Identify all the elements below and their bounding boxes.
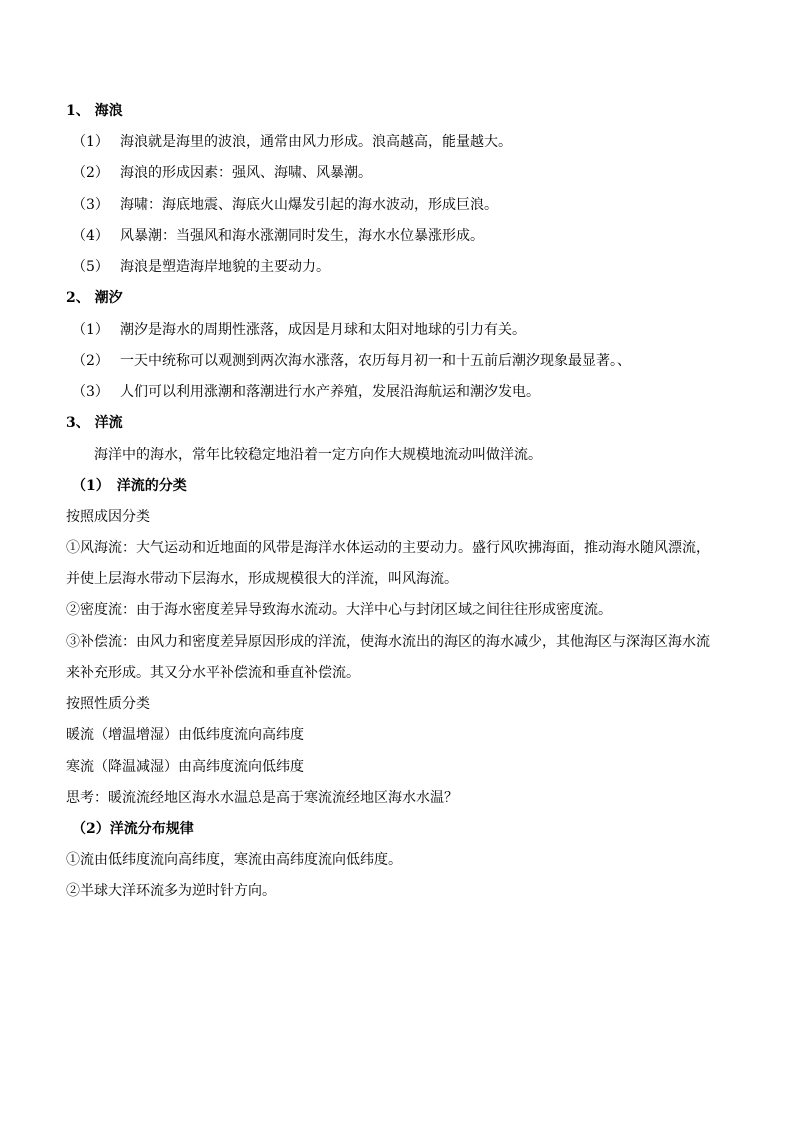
list-item xyxy=(72,164,372,182)
item-number: （1） xyxy=(72,322,109,338)
category-title-cause: 按照成因分类 xyxy=(66,509,150,525)
category-title-nature: 按照性质分类 xyxy=(66,696,150,712)
item-text: 海啸：海底地震、海底火山爆发引起的海水波动，形成巨浪。 xyxy=(120,197,498,213)
item-number: （3） xyxy=(72,384,109,400)
item-text: 海浪的形成因素：强风、海啸、风暴潮。 xyxy=(120,165,372,181)
item-number: （4） xyxy=(72,228,109,244)
paragraph-wind-current: ①风海流：大气运动和近地面的风带是海洋水体运动的主要动力。盛行风吹拂海面，推动海水随风漂流， xyxy=(66,540,710,556)
item-text: 海浪就是海里的波浪，通常由风力形成。浪高越高，能量越大。 xyxy=(120,134,512,150)
item-text: 海浪是塑造海岸地貌的主要动力。 xyxy=(120,259,330,275)
item-text: 人们可以利用涨潮和落潮进行水产养殖，发展沿海航运和潮汐发电。 xyxy=(120,384,540,400)
item-number: （2） xyxy=(72,353,109,369)
subheading-distribution: （2）洋流分布规律 xyxy=(72,821,194,837)
list-item xyxy=(72,383,540,401)
item-number: （2） xyxy=(72,165,109,181)
list-item xyxy=(72,352,631,370)
rule-line-2: ②半球大洋环流多为逆时针方向。 xyxy=(66,883,276,899)
cold-current-line: 寒流（降温减湿）由高纬度流向低纬度 xyxy=(66,759,304,775)
item-number: （1） xyxy=(72,134,109,150)
paragraph-density-current: ②密度流：由于海水密度差异导致海水流动。大洋中心与封闭区域之间往往形成密度流。 xyxy=(66,602,612,618)
section-heading-tides: 2、 潮汐 xyxy=(66,290,123,306)
thinking-question: 思考：暖流流经地区海水水温总是高于寒流流经地区海水水温？ xyxy=(66,790,458,806)
section-heading-currents: 3、 洋流 xyxy=(66,415,123,431)
subheading-classification: （1） 洋流的分类 xyxy=(72,478,187,494)
item-number: （5） xyxy=(72,259,109,275)
item-text: 风暴潮：当强风和海水涨潮同时发生，海水水位暴涨形成。 xyxy=(120,228,484,244)
list-item xyxy=(72,321,526,339)
item-text: 一天中统称可以观测到两次海水涨落，农历每月初一和十五前后潮汐现象最显著。、 xyxy=(120,353,631,369)
paragraph-compensation-current-cont: 来补充形成。其又分水平补偿流和垂直补偿流。 xyxy=(66,665,360,681)
list-item xyxy=(72,258,330,276)
list-item xyxy=(72,196,498,214)
list-item xyxy=(72,133,512,151)
warm-current-line: 暖流（增温增湿）由低纬度流向高纬度 xyxy=(66,727,304,743)
item-text: 潮汐是海水的周期性涨落，成因是月球和太阳对地球的引力有关。 xyxy=(120,322,526,338)
intro-paragraph: 海洋中的海水，常年比较稳定地沿着一定方向作大规模地流动叫做洋流。 xyxy=(94,447,542,463)
paragraph-wind-current-cont: 并使上层海水带动下层海水，形成规模很大的洋流，叫风海流。 xyxy=(66,571,458,587)
section-heading-waves: 1、 海浪 xyxy=(66,103,123,119)
rule-line-1: ①流由低纬度流向高纬度，寒流由高纬度流向低纬度。 xyxy=(66,852,402,868)
item-number: （3） xyxy=(72,197,109,213)
paragraph-compensation-current: ③补偿流：由风力和密度差异原因形成的洋流，使海水流出的海区的海水减少，其他海区与深海区海水流 xyxy=(66,634,710,650)
list-item xyxy=(72,227,484,245)
